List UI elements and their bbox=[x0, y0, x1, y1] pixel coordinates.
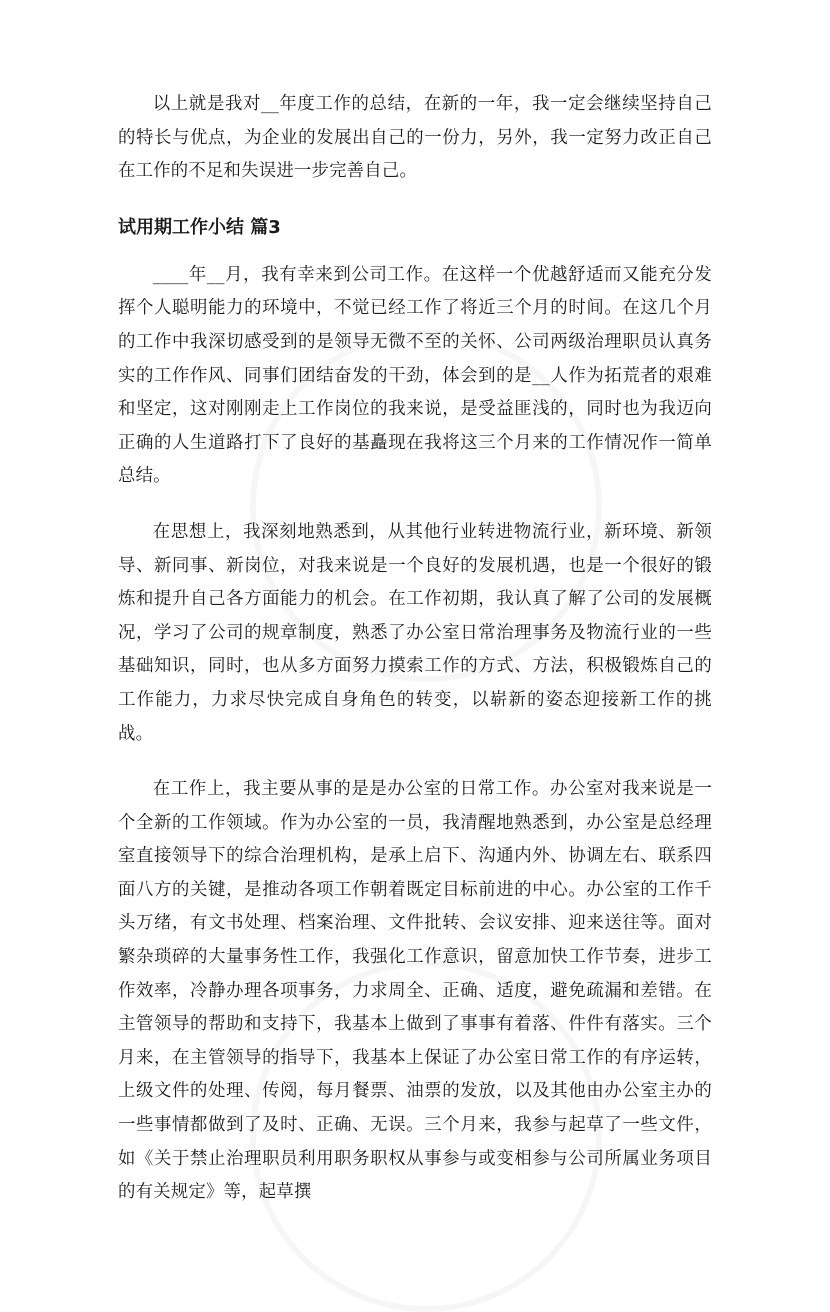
body-paragraph-1: ____年__月，我有幸来到公司工作。在这样一个优越舒适而又能充分发挥个人聪明能力的环境中，不觉已经工作了将近三个月的时间。在这几个月的工作中我深切感受到的是领导无微不至的关怀、公司两级治理职员认真务实的工作作风、同事们团结奋发的干劲，体会到的是__人作为拓荒者的艰难和坚定，这对刚刚走上工作岗位的我来说，是受益匪浅的，同时也为我迈向正确的人生道路打下了良好的基矗现在我将这三个月来的工作情况作一简单总结。 bbox=[118, 264, 712, 487]
body-paragraph-2: 在思想上，我深刻地熟悉到，从其他行业转进物流行业，新环境、新领导、新同事、新岗位，对我来说是一个良好的发展机遇，也是一个很好的锻炼和提升自己各方面能力的机会。在工作初期，我认真了解了公司的发展概况，学习了公司的规章制度，熟悉了办公室日常治理事务及物流行业的一些基础知识，同时，也从多方面努力摸索工作的方式、方法，积极锻炼自己的工作能力，力求尽快完成自身角色的转变，以崭新的姿态迎接新工作的挑战。 bbox=[118, 521, 712, 744]
document-body bbox=[118, 88, 712, 1210]
intro-paragraph: 以上就是我对__年度工作的总结，在新的一年，我一定会继续坚持自己的特长与优点，为企业的发展出自己的一份力，另外，我一定努力改正自己在工作的不足和失误进一步完善自己。 bbox=[118, 94, 712, 182]
body-paragraph-3: 在工作上，我主要从事的是是办公室的日常工作。办公室对我来说是一个全新的工作领域。作为办公室的一员，我清醒地熟悉到，办公室是总经理室直接领导下的综合治理机构，是承上启下、沟通内外、协调左右、联系四面八方的关键，是推动各项工作朝着既定目标前进的中心。办公室的工作千头万绪，有文书处理、档案治理、文件批转、会议安排、迎来送往等。面对繁杂琐碎的大量事务性工作，我强化工作意识，留意加快工作节奏，进步工作效率，冷静办理各项事务，力求周全、正确、适度，避免疏漏和差错。在主管领导的帮助和支持下，我基本上做到了事事有着落、件件有落实。三个月来，在主管领导的指导下，我基本上保证了办公室日常工作的有序运转，上级文件的处理、传阅，每月餐票、油票的发放，以及其他由办公室主办的一些事情都做到了及时、正确、无误。三个月来，我参与起草了一些文件，如《关于禁止治理职员利用职务职权从事参与或变相参与公司所属业务项目的有关规定》等，起草撰 bbox=[118, 779, 712, 1203]
section-heading: 试用期工作小结 篇3 bbox=[118, 216, 281, 238]
